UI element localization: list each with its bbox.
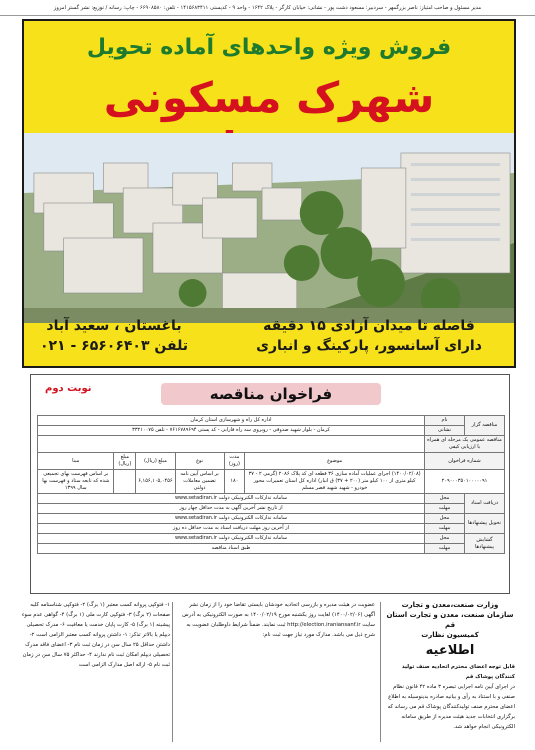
tender-heading: فراخوان مناقصه <box>161 383 381 405</box>
open-place-label: محل <box>425 534 465 544</box>
duration-label: مدت (روز) <box>224 453 245 470</box>
column-divider <box>172 602 173 742</box>
number-value: ۲۰۹۰۰۰۳۵۰۱۰۰۰۰۰۹۱ <box>425 470 505 494</box>
subject-label: موضوع <box>245 453 425 470</box>
type-label: نوع <box>175 453 224 470</box>
amount-value: ۶,۱۵۶,۱۰۵,۰۴۵۶ <box>136 470 175 494</box>
notice-subhead: قابل توجه اعضای محترم اتحادیه صنف تولید کنندگان پوشاک قم <box>401 664 515 680</box>
org-line-2: سازمان صنعت، معدن و تجارت استان قم <box>386 611 514 629</box>
name-label: نام <box>425 416 465 426</box>
registration-details <box>180 600 375 745</box>
doc-label: دریافت اسناد <box>465 494 505 514</box>
round-tag: نوبت دوم <box>45 383 92 394</box>
type-value: بر اساس آیین نامه تضمین معاملات دولتی <box>175 470 224 494</box>
ad-distance: فاصله تا میدان آزادی ۱۵ دقیقه <box>263 318 475 334</box>
tender-table <box>37 415 505 554</box>
ad-header <box>24 21 514 133</box>
requirements-text: ۱- فتوکپی پروانه کسب معتبر (۱ برگ) ۲- فتوکپی شناسنامه کلیه صفحات (۲ برگ) ۳- فتوکپی کارت ملی (۱ برگ) ۴- گواهی عدم سوء پیشینه (۱ برگ) ۵- کارت پایان خدمت یا معافیت ۶- مدرک تحصیلی دیپلم یا بالاتر تذکر: ۱- داشتن پروانه کسب معتبر الزامی است ۲- داشتن حداقل ۲۵ سال سن در زمان ثبت نام ۳- اعضای فاقد مدرک تحصیلی دیپلم امکان ثبت نام ندارند ۴- حداکثر ۷۵ سال سن در زمان ثبت نام ۵- ارائه اصل مدارک الزامی است <box>21 602 170 668</box>
table-row <box>38 524 505 534</box>
name-value: اداره کل راه و شهرسازی استان کرمان <box>38 416 425 426</box>
table-row <box>38 494 505 504</box>
number-label: شماره فراخوان <box>425 453 505 470</box>
subject-row-fill <box>38 436 425 453</box>
open-label: گشایش پیشنهادها <box>465 534 505 554</box>
submit-label: تحویل پیشنهادها <box>465 514 505 534</box>
table-row <box>38 453 505 470</box>
doc-deadline-label: مهلت <box>425 504 465 514</box>
ad-footer <box>24 306 514 366</box>
middle-text: عضویت در هیئت مدیره و بازرسی اتحادیه خودشان بایستی تقاضا خود را از زمان نشر آگهی (۱۴۰۰/۰۲/۰۶) لغایت روز یکشنبه مورخ ۱۴۰۰/۰۲/۱۹ به صورت الکترونیکی به آدرس سایت http://election.iraniansanf.ir ثبت نمایند. ضمناً شرایط داوطلبان عضویت به شرح ذیل می باشد. مدارک مورد نیاز جهت ثبت نام: <box>182 602 375 638</box>
commerce-notice <box>385 600 515 745</box>
amount-label: مبلغ (ریال) <box>136 453 175 470</box>
table-row <box>38 544 505 554</box>
desc-value: (۱۴۰۰/۰۲/۰۸) اجرای عملیات آماده سازی ۳۶ قطعه ای کد پلاک ۲۰۸۶ (گرمی ۲ - ۳۷ کیلو متری از ۱۰۰ کیلو متر (۲۰۰ + ۳۷) ق انبار) اداره کل استان تعمیرات محور خودرو - شهید شهید قصر مسلم <box>245 470 425 494</box>
table-row <box>38 426 505 436</box>
tender-notice <box>30 374 510 594</box>
doc-place-value[interactable]: سامانه تدارکات الکترونیکی دولت www.setadiran.ir <box>38 494 425 504</box>
ad-features: دارای آسانسور، پارکینگ و انباری <box>256 338 482 354</box>
subject-row-label: مناقصه عمومی یک مرحله ای همراه با ارزیابی کیفی <box>425 436 505 453</box>
submit-place-value[interactable]: سامانه تدارکات الکترونیکی دولت www.setadiran.ir <box>38 514 425 524</box>
basis-value: بر اساس فهرست بهای تجمیعی شده که تابعه ستاد و فهرست بها سال ۱۳۹۹ <box>38 470 114 494</box>
doc-place-label: محل <box>425 494 465 504</box>
org-line-1: وزارت صنعت،معدن و تجارت <box>401 601 499 609</box>
submit-deadline-value: از آخرین روز مهلت دریافت اسناد به مدت حداقل ده روز <box>38 524 425 534</box>
lower-notices <box>20 600 515 745</box>
org-line-3: کمیسیون نظارت <box>421 631 479 639</box>
open-deadline-value: طبق اسناد مناقصه <box>38 544 425 554</box>
ad-subtitle: فروش ویژه واحدهای آماده تحویل <box>86 35 452 60</box>
apartment-complex-illustration <box>24 133 514 323</box>
table-row <box>38 436 505 453</box>
organizer-label: مناقصه گزار <box>465 416 505 436</box>
table-row <box>38 416 505 426</box>
table-row <box>38 534 505 544</box>
estimate-value <box>114 470 136 494</box>
ad-photo-buildings <box>24 133 514 323</box>
submit-place-label: محل <box>425 514 465 524</box>
ad-contact-block <box>34 316 194 356</box>
ad-location: باغستان ، سعید آباد <box>46 318 182 334</box>
real-estate-advertisement <box>22 19 516 368</box>
address-label: نشانی <box>425 426 465 436</box>
basis-label: مبنا <box>38 453 114 470</box>
open-place-value[interactable]: سامانه تدارکات الکترونیکی دولت www.setadiran.ir <box>38 534 425 544</box>
ad-features-block <box>234 316 504 356</box>
ad-title: شهرک مسکونی <box>103 73 435 122</box>
ad-phone: تلفن ۶۵۶۰۶۴۰۳ - ۰۲۱ <box>39 338 189 354</box>
table-row <box>38 514 505 524</box>
newspaper-masthead: مدیر مسئول و صاحب امتیاز: ناصر بزرگمهر - سردبیر: مسعود دشت پور - نشانی: خیابان کارگر - پلاک ۱۶۴۲ - واحد ۹ - کدپستی ۱۴۱۵۶۸۳۴۱۱ - تلفن: ۶۶۹۰۸۵۸۰ - چاپ: رسانه / توزیع: نشر گستر امروز <box>0 0 535 16</box>
address-value: کرمان - بلوار شهید صدوقی - روبروی سه راه فارابی - کد پستی ۷۶۱۶۷۸۹۶۹۴ - تلفن ۳۳۲۱۰۰۷۵ <box>38 426 425 436</box>
column-divider <box>380 602 381 742</box>
table-row <box>38 470 505 494</box>
doc-deadline-value: از تاریخ نشر آخرین آگهی به مدت حداقل چهار روز <box>38 504 425 514</box>
submit-deadline-label: مهلت <box>425 524 465 534</box>
notice-body: در اجرای آیین نامه اجرایی تبصره ۳ ماده ۴۲ قانون نظام صنفی و با استناد به رأی و بیانیه صادره بدینوسیله به اطلاع اعضای محترم صنف تولیدکنندگان پوشاک قم می رساند که برگزاری انتخابات جدید هیئت مدیره از طریق سامانه الکترونیکی انجام خواهد شد. <box>387 684 515 730</box>
table-row <box>38 504 505 514</box>
notice-title: اطلاعیه <box>425 643 475 658</box>
estimate-label: مبلغ (ریال) <box>114 453 136 470</box>
duration-value: ۱۸۰ <box>224 470 245 494</box>
requirements-list <box>20 600 170 745</box>
open-deadline-label: مهلت <box>425 544 465 554</box>
